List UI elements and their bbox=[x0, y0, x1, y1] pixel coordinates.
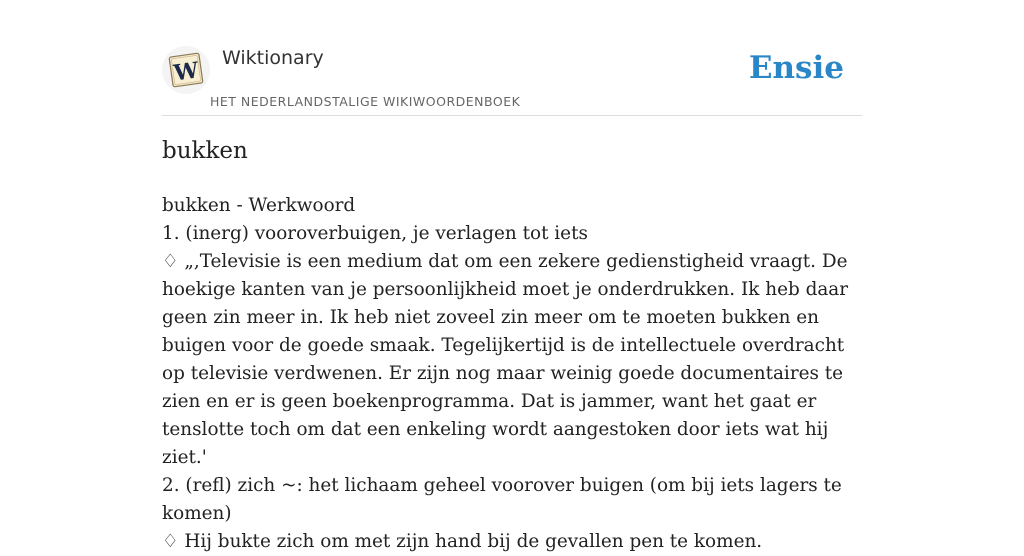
example-2: ♢ Hij bukte zich om met zijn hand bij de gevallen pen te komen. bbox=[162, 531, 763, 552]
site-tagline: HET NEDERLANDSTALIGE WIKIWOORDENBOEK bbox=[210, 94, 521, 109]
header-divider bbox=[162, 115, 862, 116]
wiktionary-logo[interactable] bbox=[162, 46, 210, 94]
site-name[interactable]: Wiktionary bbox=[222, 47, 324, 69]
wiktionary-logo-icon bbox=[162, 46, 210, 94]
entry-heading: bukken - Werkwoord bbox=[162, 195, 356, 216]
example-1: ♢ „,Televisie is een medium dat om een zekere gedienstigheid vraagt. De hoekige kanten van je persoonlijkheid moet je onderdrukken. Ik heb daar geen zin meer in. Ik heb niet zoveel zin meer om te moeten bukken en buigen voor de goede smaak. Tegelijkertijd is de intellectuele overdracht op televisie verdwenen. Er zijn nog maar weinig goede documentaires te zien en er is geen boekenprogramma. Dat is jammer, want het gaat er tenslotte toch om dat een enkeling wordt aangestoken door iets wat hij ziet.' bbox=[162, 251, 849, 468]
definition-2: 2. (refl) zich ~: het lichaam geheel voorover buigen (om bij iets lagers te komen) bbox=[162, 475, 842, 524]
page-title: bukken bbox=[162, 138, 248, 164]
ensie-brand-link[interactable]: Ensie bbox=[748, 50, 844, 86]
logo-letter: W bbox=[172, 57, 201, 87]
definition-1: 1. (inerg) vooroverbuigen, je verlagen tot iets bbox=[162, 223, 588, 244]
entry-content bbox=[162, 192, 867, 556]
site-header bbox=[162, 44, 862, 116]
